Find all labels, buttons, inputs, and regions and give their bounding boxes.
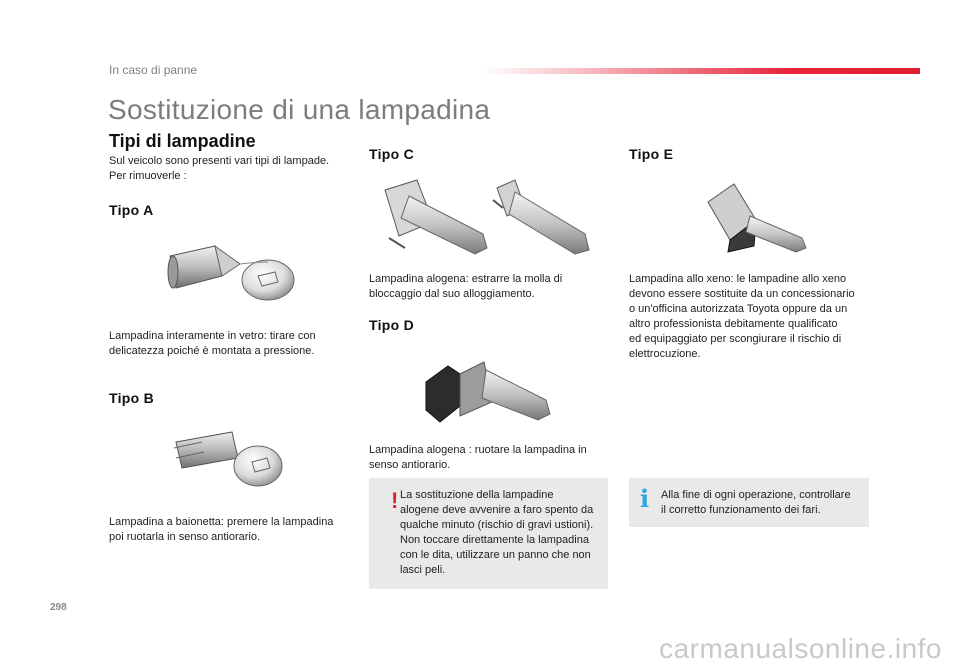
tipo-c-heading: Tipo C [369,146,415,162]
tipo-a-description [109,329,316,359]
section-label: In caso di panne [109,63,198,77]
desc-line: Lampadina a baionetta: premere la lampadina [109,516,334,528]
desc-line: devono essere sostituite da un concessionario [629,288,855,300]
desc-line: altro professionista debitamente qualificato [629,318,838,330]
info-line: il corretto funzionamento dei fari. [661,504,821,516]
tipo-a-heading: Tipo A [109,202,154,218]
tipo-c-description [369,272,562,302]
desc-line: senso antiorario. [369,459,451,471]
info-icon: i [640,484,650,513]
warning-line: La sostituzione della lampadine [400,489,554,501]
intro-line: Sul veicolo sono presenti vari tipi di lampade. [109,155,330,167]
tipo-d-heading: Tipo D [369,317,415,333]
tipo-a-bulb-image [160,236,300,306]
warning-line: lasci peli. [400,564,446,576]
desc-line: Lampadina alogena : ruotare la lampadina in [369,444,587,456]
watermark-text: carmanualsonline.info [659,633,942,664]
desc-line: elettrocuzione. [629,348,701,360]
desc-line: o un'officina autorizzata Toyota oppure da un [629,303,848,315]
desc-line: bloccaggio dal suo alloggiamento. [369,288,535,300]
warning-line: con le dita, utilizzare un panno che non [400,549,591,561]
tipo-c-bulb-image [375,178,600,260]
warning-line: alogene deve avvenire a faro spento da [400,504,594,516]
desc-line: delicatezza poiché è montata a pressione. [109,345,315,357]
desc-line: Lampadina interamente in vetro: tirare con [109,330,316,342]
desc-line: Lampadina allo xeno: le lampadine allo xeno [629,273,847,285]
desc-line: poi ruotarla in senso antiorario. [109,531,261,543]
desc-line: ed equipaggiato per scongiurare il rischio di [629,333,842,345]
warning-line: Non toccare direttamente la lampadina [400,534,589,546]
tipo-d-description [369,443,587,473]
tipo-e-description [629,272,855,362]
tipo-d-bulb-image [420,352,558,428]
warning-line: qualche minuto (rischio di gravi ustioni). [400,519,594,531]
info-text [661,488,866,518]
tipo-b-description [109,515,333,545]
info-line: Alla fine di ogni operazione, controllare [661,489,851,501]
header-accent-rule [480,68,920,74]
page-title: Sostituzione di una lampadina [108,94,491,125]
tipo-e-bulb-image [700,180,812,256]
tipo-b-bulb-image [172,428,284,490]
tipo-b-heading: Tipo B [109,390,155,406]
warning-icon: ! [391,488,399,513]
info-box [629,478,869,527]
types-intro [109,154,329,184]
intro-line: Per rimuoverle : [109,170,187,182]
page-number: 298 [50,602,67,613]
tipo-e-heading: Tipo E [629,146,674,162]
desc-line: Lampadina alogena: estrarre la molla di [369,273,563,285]
warning-box [369,478,608,589]
types-section-title: Tipi di lampadine [109,131,256,151]
warning-text [400,488,605,578]
